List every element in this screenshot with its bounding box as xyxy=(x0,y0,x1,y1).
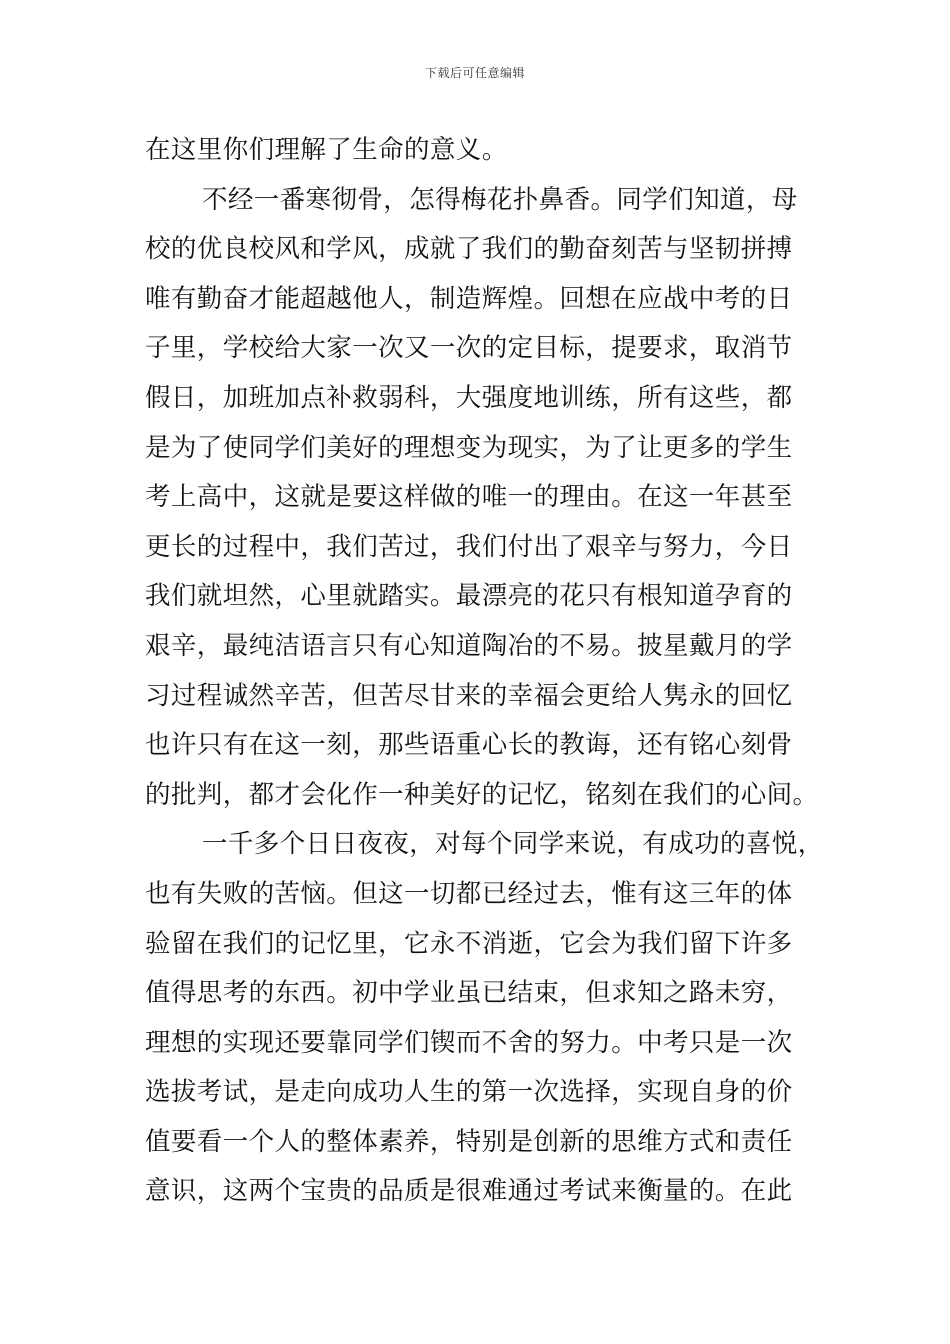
text-line: 假日，加班加点补救弱科，大强度地训练，所有这些，都 xyxy=(145,382,793,413)
document-body xyxy=(145,126,825,1217)
text-line: 更长的过程中，我们苦过，我们付出了艰辛与努力，今日 xyxy=(145,531,793,562)
text-line: 是为了使同学们美好的理想变为现实，为了让更多的学生 xyxy=(145,432,793,463)
text-line: 在这里你们理解了生命的意义。 xyxy=(145,135,508,165)
text-line: 子里，学校给大家一次又一次的定目标，提要求，取消节 xyxy=(145,333,793,364)
text-line: 校的优良校风和学风，成就了我们的勤奋刻苦与坚韧拼搏 xyxy=(145,234,793,265)
page-header-note: 下载后可任意编辑 xyxy=(424,66,525,80)
text-line: 不经一番寒彻骨，怎得梅花扑鼻香。同学们知道，母 xyxy=(202,184,798,215)
text-line: 艰辛，最纯洁语言只有心知道陶冶的不易。披星戴月的学 xyxy=(145,630,793,661)
text-line: 意识，这两个宝贵的品质是很难通过考试来衡量的。在此 xyxy=(145,1176,793,1207)
text-line: 也许只有在这一刻，那些语重心长的教诲，还有铭心刻骨 xyxy=(145,730,793,761)
text-line: 的批判，都才会化作一种美好的记忆，铭刻在我们的心间。 xyxy=(145,779,819,810)
text-line: 理想的实现还要靠同学们锲而不舍的努力。中考只是一次 xyxy=(145,1027,793,1058)
text-line: 习过程诚然辛苦，但苦尽甘来的幸福会更给人隽永的回忆 xyxy=(145,680,793,711)
text-line: 一千多个日日夜夜，对每个同学来说，有成功的喜悦， xyxy=(202,829,824,860)
text-line: 唯有勤奋才能超越他人，制造辉煌。回想在应战中考的日 xyxy=(145,283,793,314)
text-line: 值要看一个人的整体素养，特别是创新的思维方式和责任 xyxy=(145,1126,793,1157)
text-line: 考上高中，这就是要这样做的唯一的理由。在这一年甚至 xyxy=(145,482,793,513)
text-line: 验留在我们的记忆里，它永不消逝，它会为我们留下许多 xyxy=(145,928,793,959)
text-line: 我们就坦然，心里就踏实。最漂亮的花只有根知道孕育的 xyxy=(145,581,793,612)
text-line: 选拔考试，是走向成功人生的第一次选择，实现自身的价 xyxy=(145,1077,793,1108)
text-line: 也有失败的苦恼。但这一切都已经过去，惟有这三年的体 xyxy=(145,878,793,909)
text-line: 值得思考的东西。初中学业虽已结束，但求知之路未穷， xyxy=(145,978,793,1009)
